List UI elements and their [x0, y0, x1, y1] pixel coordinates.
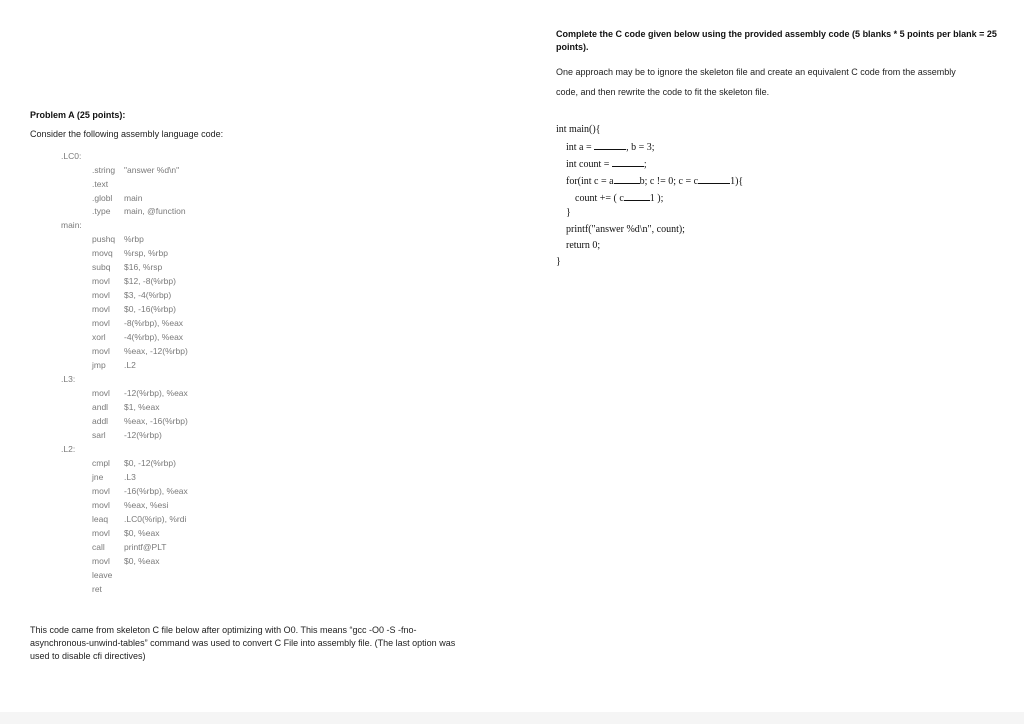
code-line-printf: printf("answer %d\n", count); — [566, 224, 685, 235]
approach-line: code, and then rewrite the code to fit the skeleton file. — [556, 87, 770, 97]
code-line-close-main: } — [556, 256, 561, 267]
assembly-listing: .LC0: .string "answer %d\n" .text .globl main .type main, @function main: pushq %rbp movq %rsp, %rbp subq $16, %rsp movl $12, -8(%rbp) movl $3, -4(%rbp) movl $0, -16(%rbp) movl -8(%rbp), %eax xorl -4(%rbp), %eax movl %eax, -12(%rbp) jmp .L2 .L3: movl -12(%rbp), %eax andl $1, %eax addl %eax, -16(%rbp) sarl -12(%rbp) .L2: cmpl $0, -12(%rbp) jne .L3 movl -16(%rbp), %eax movl %eax, %esi leaq .LC0(%rip), %rdi movl $0, %eax call printf@PLT movl $0, %eax leave ret — [61, 151, 188, 594]
code-line-count: count += ( c 1 ); — [575, 193, 664, 204]
asm-label-lc0: .LC0: — [61, 151, 82, 161]
approach-paragraph — [556, 62, 1016, 102]
asm-label-main: main: — [61, 220, 82, 230]
problem-intro: Consider the following assembly language code: — [30, 129, 224, 139]
instruction-line: points). — [556, 42, 589, 52]
blank-5[interactable] — [624, 191, 650, 201]
asm-label-l3: .L3: — [61, 374, 76, 384]
code-line-main: int main(){ — [556, 124, 601, 135]
footer-line: used to disable cfi directives) — [30, 651, 146, 661]
blank-3[interactable] — [614, 174, 640, 184]
code-line-decl-count: int count = ; — [566, 159, 647, 170]
code-line-close-for: } — [566, 207, 571, 218]
footer-line: This code came from skeleton C file below after optimizing with O0. This means “gcc -O0 -S -fno- — [30, 625, 417, 635]
code-line-return: return 0; — [566, 240, 601, 251]
asm-label-l2: .L2: — [61, 444, 76, 454]
code-line-decl-a: int a = , b = 3; — [566, 142, 655, 153]
bottom-strip — [0, 712, 1024, 724]
approach-line: One approach may be to ignore the skeleton file and create an equivalent C code from the assembly — [556, 67, 956, 77]
footer-paragraph — [30, 624, 500, 663]
blank-4[interactable] — [698, 174, 730, 184]
code-line-for: for(int c = a b; c != 0; c = c 1){ — [566, 176, 744, 187]
blank-1[interactable] — [594, 140, 626, 150]
problem-title: Problem A (25 points): — [30, 110, 126, 120]
instruction-heading — [556, 28, 1016, 54]
blank-2[interactable] — [612, 157, 644, 167]
instruction-line: Complete the C code given below using the provided assembly code (5 blanks * 5 points per blank = 25 — [556, 29, 997, 39]
footer-line: asynchronous-unwind-tables” command was used to convert C File into assembly file. (The last option was — [30, 638, 456, 648]
